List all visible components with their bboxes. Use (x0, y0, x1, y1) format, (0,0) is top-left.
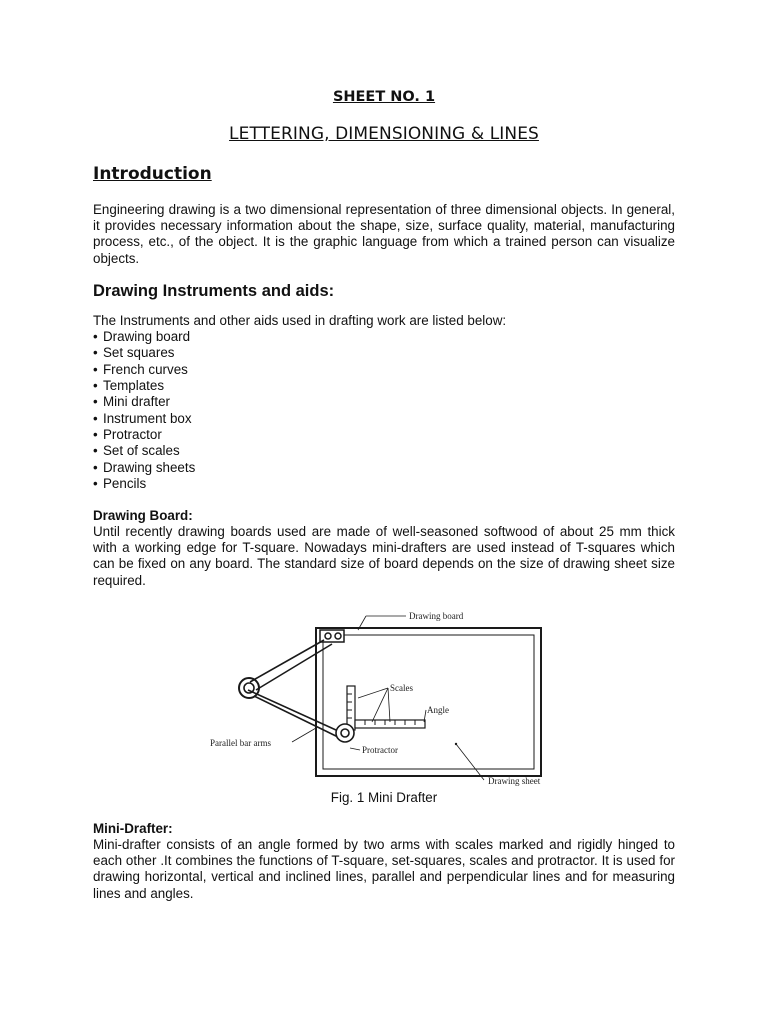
list-item: • Set of scales (93, 443, 180, 459)
instruments-lead: The Instruments and other aids used in drafting work are listed below: (93, 313, 507, 328)
list-item: • Pencils (93, 476, 147, 492)
list-item: • French curves (93, 361, 188, 377)
list-item: • Drawing board (93, 329, 191, 344)
label-angle: Angle (427, 705, 449, 715)
parallel-bar-arms (239, 640, 340, 738)
page-title: LETTERING, DIMENSIONING & LINES (229, 124, 539, 144)
mini-drafter-paragraph: Mini-drafter consists of an angle formed by two arms with scales marked and rigidly hinged to each other .It combines the functions of T-square, set-squares, scales and protractor. It is used for drawing horizontal, vertical and inclined lines, parallel and perpendicular lines and for measuring lines and angles. (93, 837, 675, 901)
bullet-icon: • (93, 329, 98, 344)
protractor (336, 724, 354, 742)
bullet-icon: • (93, 427, 98, 443)
list-item: • Drawing sheets (93, 459, 196, 475)
list-item: • Protractor (93, 427, 162, 443)
bullet-icon: • (93, 345, 98, 361)
bullet-icon: • (93, 394, 98, 410)
sheet-number: SHEET NO. 1 (332, 89, 436, 105)
drawing-board-paragraph: Until recently drawing boards used are made of well-seasoned softwood of about 25 mm thick with a working edge for T-square. Nowadays mini-drafters are used instead of T-squares which can be fixed on any board. The standard size of board depends on the size of drawing sheet size required. (93, 524, 675, 588)
mini-drafter-heading: Mini-Drafter: (93, 821, 173, 836)
figure-caption: Fig. 1 Mini Drafter (330, 790, 438, 805)
bullet-icon: • (93, 476, 98, 492)
label-parallel-bar-arms: Parallel bar arms (210, 738, 271, 748)
bullet-icon: • (93, 378, 98, 394)
bullet-icon: • (93, 459, 98, 475)
instruments-list (93, 329, 195, 492)
list-item: • Set squares (93, 345, 175, 361)
label-scales: Scales (390, 683, 413, 693)
label-drawing-board: Drawing board (409, 611, 464, 621)
instruments-heading: Drawing Instruments and aids: (93, 282, 335, 300)
label-protractor: Protractor (362, 745, 398, 755)
mini-drafter-figure (200, 598, 560, 790)
label-drawing-sheet: Drawing sheet (488, 776, 541, 786)
list-item: • Instrument box (93, 410, 192, 426)
vertical-scale (347, 686, 355, 730)
bullet-icon: • (93, 410, 98, 426)
sheet-marker (455, 743, 457, 745)
introduction-paragraph: Engineering drawing is a two dimensional representation of three dimensional objects. In general, it provides necessary information about the shape, size, surface quality, material, manufacturing process, etc., of the object. It is the graphic language from which a trained person can visualize objects. (93, 202, 675, 266)
bullet-icon: • (93, 361, 98, 377)
list-item: • Mini drafter (93, 394, 170, 410)
bullet-icon: • (93, 443, 98, 459)
drawing-board-heading: Drawing Board: (93, 508, 193, 523)
list-item: • Templates (93, 378, 165, 394)
introduction-heading: Introduction (93, 164, 212, 184)
